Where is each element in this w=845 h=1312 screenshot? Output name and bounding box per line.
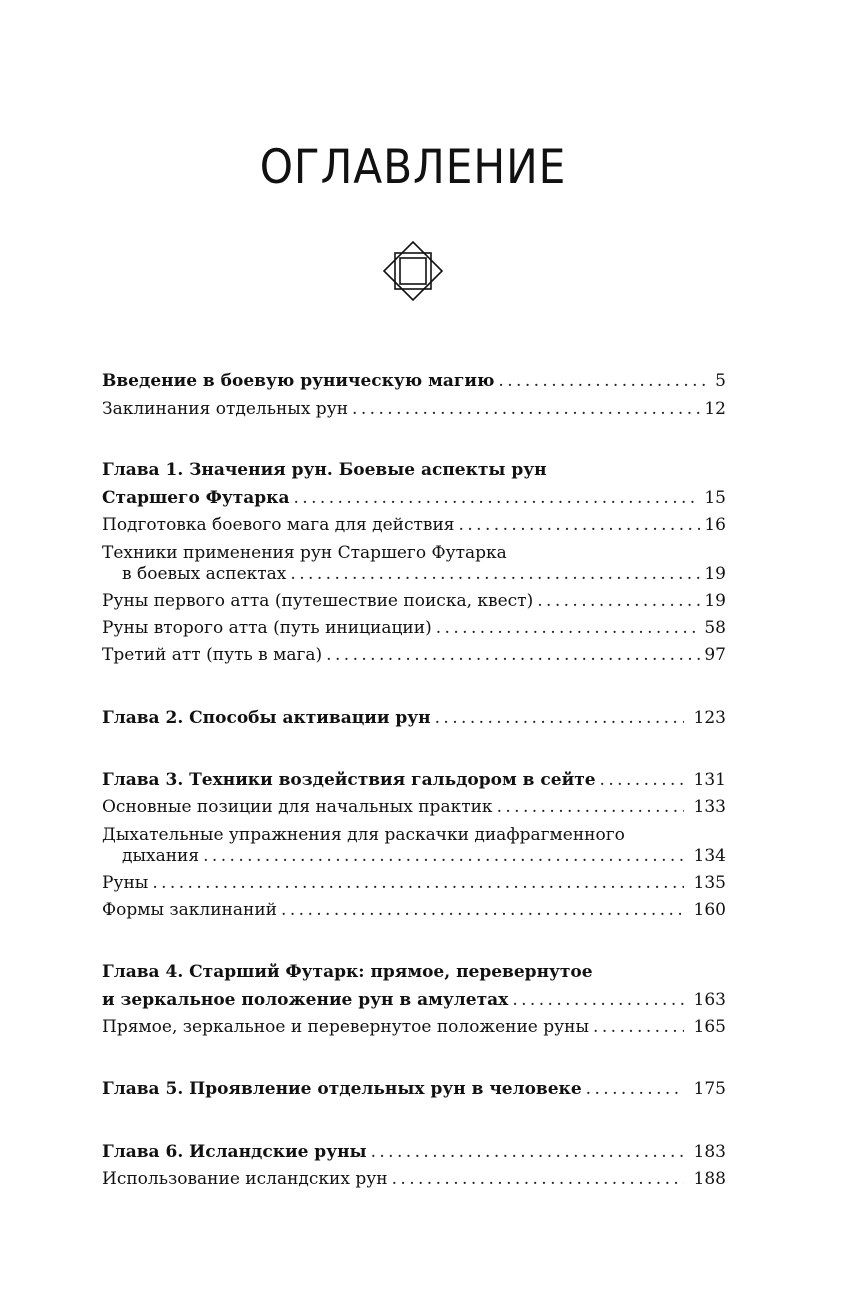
toc-entry-label: Руны второго атта (путь инициации)	[102, 618, 432, 638]
toc-page-number: 175	[693, 1079, 726, 1099]
dot-leader	[392, 1166, 684, 1193]
toc-entry-label: Использование исландских рун	[102, 1169, 388, 1189]
toc-entry-chapter-5[interactable]	[102, 1076, 726, 1103]
toc-entry-ch1-preparation[interactable]	[102, 512, 726, 539]
toc-entry-label: Руны	[102, 873, 149, 893]
dot-leader	[459, 512, 701, 539]
toc-page-number: 188	[693, 1169, 726, 1189]
toc-entry-label: дыхания	[122, 846, 200, 866]
toc-entry-chapter-2[interactable]	[102, 705, 726, 732]
toc-entry-intro-spells[interactable]	[102, 396, 726, 423]
toc-entry-ch4-positions[interactable]	[102, 1014, 726, 1041]
toc-entry-label: Прямое, зеркальное и перевернутое положение руны	[102, 1017, 590, 1037]
toc-page-number: 16	[704, 515, 726, 535]
dot-leader	[436, 615, 701, 642]
toc-ch3-breathing-line: Дыхательные упражнения для раскачки диафрагменного	[102, 825, 625, 845]
dot-leader	[537, 588, 700, 615]
toc-entry-chapter-3[interactable]	[102, 767, 726, 794]
dot-leader	[586, 1076, 684, 1103]
toc-entry-label: Глава 6. Исландские руны	[102, 1142, 367, 1162]
dot-leader	[326, 642, 700, 669]
toc-chapter-4-title-line: Глава 4. Старший Футарк: прямое, перевернутое	[102, 962, 593, 982]
toc-entry-label: Третий атт (путь в мага)	[102, 645, 323, 665]
toc-page-number: 160	[693, 900, 726, 920]
toc-page-number: 135	[693, 873, 726, 893]
toc-entry-ch1-techniques[interactable]	[102, 561, 726, 588]
toc-entry-label: Старшего Футарка	[102, 488, 290, 508]
toc-entry-label: Глава 5. Проявление отдельных рун в человеке	[102, 1079, 582, 1099]
toc-entry-label: Глава 3. Техники воздействия гальдором в сейте	[102, 770, 596, 790]
dot-leader	[600, 767, 684, 794]
dot-leader	[152, 870, 683, 897]
toc-entry-chapter-1[interactable]	[102, 485, 726, 512]
dot-leader	[512, 987, 683, 1014]
toc-entry-ch3-spell-forms[interactable]	[102, 897, 726, 924]
toc-entry-ch1-third-aett[interactable]	[102, 642, 726, 669]
toc-ch1-techniques-line: Техники применения рун Старшего Футарка	[102, 543, 507, 563]
dot-leader	[281, 897, 684, 924]
toc-entry-intro[interactable]	[102, 368, 726, 395]
toc-entry-chapter-4[interactable]	[102, 987, 726, 1014]
toc-page-number: 15	[704, 488, 726, 508]
dot-leader	[498, 368, 711, 395]
dot-leader	[371, 1139, 684, 1166]
toc-entry-label: Введение в боевую руническую магию	[102, 371, 495, 391]
toc-entry-label: Основные позиции для начальных практик	[102, 797, 493, 817]
page-title: ОГЛАВЛЕНИЕ	[259, 140, 567, 195]
toc-page-number: 97	[704, 645, 726, 665]
toc-page-number: 12	[704, 399, 726, 419]
toc-entry-ch3-positions[interactable]	[102, 794, 726, 821]
dot-leader	[290, 561, 700, 588]
dot-leader	[352, 396, 700, 423]
toc-entry-ch3-breathing[interactable]	[102, 843, 726, 870]
toc-page-number: 58	[704, 618, 726, 638]
toc-entry-chapter-6[interactable]	[102, 1139, 726, 1166]
toc-entry-label: Руны первого атта (путешествие поиска, квест)	[102, 591, 534, 611]
dot-leader	[435, 705, 684, 732]
dot-leader	[203, 843, 683, 870]
toc-entry-ch3-runes[interactable]	[102, 870, 726, 897]
toc-entry-label: Формы заклинаний	[102, 900, 278, 920]
dot-leader	[497, 794, 684, 821]
toc-page-number: 183	[693, 1142, 726, 1162]
toc-entry-label: и зеркальное положение рун в амулетах	[102, 990, 509, 1010]
toc-page-number: 19	[704, 591, 726, 611]
dot-leader	[293, 485, 700, 512]
toc-page-number: 163	[693, 990, 726, 1010]
toc-entry-ch1-second-aett[interactable]	[102, 615, 726, 642]
toc-page-number: 131	[693, 770, 726, 790]
toc-page-number: 165	[693, 1017, 726, 1037]
toc-entry-label: Глава 2. Способы активации рун	[102, 708, 431, 728]
toc-page-number: 123	[693, 708, 726, 728]
toc-entry-label: Подготовка боевого мага для действия	[102, 515, 455, 535]
toc-entry-ch1-first-aett[interactable]	[102, 588, 726, 615]
toc-entry-label: в боевых аспектах	[122, 564, 287, 584]
toc-entry-label: Заклинания отдельных рун	[102, 399, 349, 419]
toc-chapter-1-title-line: Глава 1. Значения рун. Боевые аспекты рун	[102, 460, 547, 480]
toc-page-number: 5	[715, 371, 726, 391]
toc-page-number: 134	[693, 846, 726, 866]
dot-leader	[593, 1014, 684, 1041]
toc-page-number: 133	[693, 797, 726, 817]
toc-page-number: 19	[704, 564, 726, 584]
nested-squares-ornament-icon	[381, 239, 445, 303]
toc-entry-ch6-usage[interactable]	[102, 1166, 726, 1193]
